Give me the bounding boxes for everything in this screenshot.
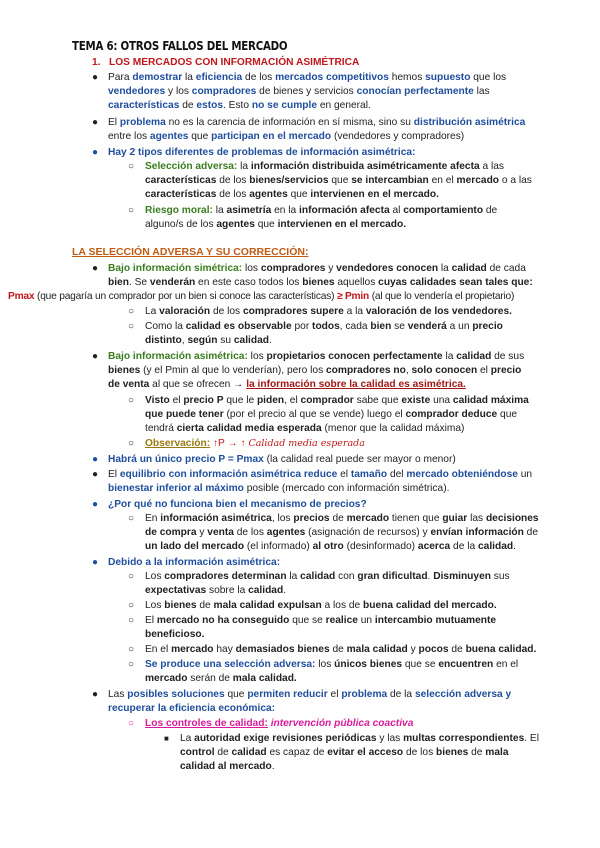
text-line: El mercado no ha conseguido que se realice un intercambio mutuamente bbox=[145, 615, 497, 626]
text-line: de venta al que se ofrecen → la información sobre la calidad es asimétrica. bbox=[108, 379, 466, 390]
text-line: calidad al mercado. bbox=[180, 761, 275, 772]
text-line: mercado serán de mala calidad. bbox=[145, 673, 297, 684]
text-line: características de los agentes que intervienen en el mercado. bbox=[145, 189, 439, 200]
text-line: características de los bienes/servicios que se intercambian en el mercado o a las bbox=[145, 175, 532, 186]
text-line: recuperar la eficiencia económica: bbox=[108, 703, 276, 714]
text-line: bien. Se venderán en este caso todos los bienes aquellos cuyas calidades sean tales que: bbox=[108, 277, 533, 288]
text-line: Riesgo moral: la asimetría en la información afecta al comportamiento de bbox=[145, 205, 498, 216]
text-line: Las posibles soluciones que permiten reducir el problema de la selección adversa y bbox=[108, 689, 512, 700]
circle-bullet-icon: ○ bbox=[128, 718, 135, 729]
bullet-icon: ● bbox=[92, 72, 99, 83]
circle-bullet-icon: ○ bbox=[128, 513, 135, 524]
circle-bullet-icon: ○ bbox=[128, 395, 135, 406]
text-line: Pmax (que pagaría un comprador por un bien si conoce las características) ≥ Pmin (al que lo vendería el propietario) bbox=[8, 291, 515, 302]
text-line: Como la calidad es observable por todos, cada bien se venderá a un precio bbox=[145, 321, 503, 332]
bullet-icon: ● bbox=[92, 117, 99, 128]
text-line: En información asimétrica, los precios de mercado tienen que guiar las decisiones bbox=[145, 513, 539, 524]
text-line: El problema no es la carencia de información en sí misma, sino su distribución asimétrica bbox=[108, 117, 526, 128]
text-line: Se produce una selección adversa: los únicos bienes que se encuentren en el bbox=[145, 659, 519, 670]
text-line: Hay 2 tipos diferentes de problemas de información asimétrica: bbox=[108, 147, 416, 158]
text-line: vendedores y los compradores de bienes y servicios conocían perfectamente las bbox=[108, 86, 490, 97]
bullet-icon: ● bbox=[92, 454, 99, 465]
bullet-icon: ● bbox=[92, 263, 99, 274]
text-line: Observación: ↑P → ↑ Calidad media esperada bbox=[145, 438, 365, 449]
text-line: El equilibrio con información asimétrica reduce el tamaño del mercado obteniéndose un bbox=[108, 469, 533, 480]
text-line: La valoración de los compradores supere a la valoración de los vendedores. bbox=[145, 306, 512, 317]
section-number: 1. bbox=[92, 57, 101, 68]
text-line: que puede tener (por el precio al que se vende) luego el comprador deduce que bbox=[145, 409, 518, 420]
text-line: bienes (y el Pmin al que lo venderían), pero los compradores no, solo conocen el precio bbox=[108, 365, 522, 376]
section-heading-2: LA SELECCIÓN ADVERSA Y SU CORRECCIÓN: bbox=[72, 246, 309, 258]
circle-bullet-icon: ○ bbox=[128, 600, 135, 611]
text-line: Bajo información asimétrica: los propietarios conocen perfectamente la calidad de sus bbox=[108, 351, 525, 362]
text-line: La autoridad exige revisiones periódicas y las multas correspondientes. El bbox=[180, 733, 539, 744]
text-line: un lado del mercado (el informado) al otro (desinformado) acerca de la calidad. bbox=[145, 541, 516, 552]
circle-bullet-icon: ○ bbox=[128, 306, 135, 317]
text-line: Bajo información simétrica: los compradores y vendedores conocen la calidad de cada bbox=[108, 263, 526, 274]
text-line: Habrá un único precio P = Pmax (la calidad real puede ser mayor o menor) bbox=[108, 454, 456, 465]
text-line: Para demostrar la eficiencia de los mercados competitivos hemos supuesto que los bbox=[108, 72, 507, 83]
square-bullet-icon: ■ bbox=[164, 734, 169, 743]
bullet-icon: ● bbox=[92, 499, 99, 510]
circle-bullet-icon: ○ bbox=[128, 321, 135, 332]
text-line: tendrá cierta calidad media esperada (menor que la calidad máxima) bbox=[145, 423, 465, 434]
circle-bullet-icon: ○ bbox=[128, 205, 135, 216]
text-line: expectativas sobre la calidad. bbox=[145, 585, 287, 596]
text-line: Debido a la información asimétrica: bbox=[108, 557, 281, 568]
bullet-icon: ● bbox=[92, 689, 99, 700]
circle-bullet-icon: ○ bbox=[128, 438, 135, 449]
bullet-icon: ● bbox=[92, 147, 99, 158]
text-line: beneficioso. bbox=[145, 629, 205, 640]
text-line: En el mercado hay demasiados bienes de mala calidad y pocos de buena calidad. bbox=[145, 644, 537, 655]
bullet-icon: ● bbox=[92, 469, 99, 480]
text-line: características de estos. Esto no se cumple en general. bbox=[108, 100, 371, 111]
circle-bullet-icon: ○ bbox=[128, 615, 135, 626]
circle-bullet-icon: ○ bbox=[128, 644, 135, 655]
page-title: TEMA 6: OTROS FALLOS DEL MERCADO bbox=[72, 38, 288, 53]
text-line: control de calidad es capaz de evitar el acceso de los bienes de mala bbox=[180, 747, 509, 758]
text-line: alguno/s de los agentes que intervienen en el mercado. bbox=[145, 219, 407, 230]
circle-bullet-icon: ○ bbox=[128, 571, 135, 582]
section-title: LOS MERCADOS CON INFORMACIÓN ASIMÉTRICA bbox=[109, 57, 360, 68]
text-line: entre los agentes que participan en el mercado (vendedores y compradores) bbox=[108, 131, 465, 142]
bullet-icon: ● bbox=[92, 557, 99, 568]
circle-bullet-icon: ○ bbox=[128, 659, 135, 670]
bullet-icon: ● bbox=[92, 351, 99, 362]
text-line: Visto el precio P que le piden, el comprador sabe que existe una calidad máxima bbox=[145, 395, 529, 406]
text-line: Los controles de calidad: intervención pública coactiva bbox=[145, 718, 414, 729]
circle-bullet-icon: ○ bbox=[128, 161, 135, 172]
text-line: Los compradores determinan la calidad con gran dificultad. Disminuyen sus bbox=[145, 571, 510, 582]
text-line: de compra y venta de los agentes (asignación de recursos) y envían información de bbox=[145, 527, 539, 538]
text-line: Los bienes de mala calidad expulsan a los de buena calidad del mercado. bbox=[145, 600, 497, 611]
text-line: bienestar inferior al máximo posible (mercado con información simétrica). bbox=[108, 483, 450, 494]
text-line: Selección adversa: la información distribuida asimétricamente afecta a las bbox=[145, 161, 504, 172]
text-line: ¿Por qué no funciona bien el mecanismo de precios? bbox=[108, 499, 367, 510]
text-line: distinto, según su calidad. bbox=[145, 335, 272, 346]
section-heading-1 bbox=[92, 56, 359, 69]
